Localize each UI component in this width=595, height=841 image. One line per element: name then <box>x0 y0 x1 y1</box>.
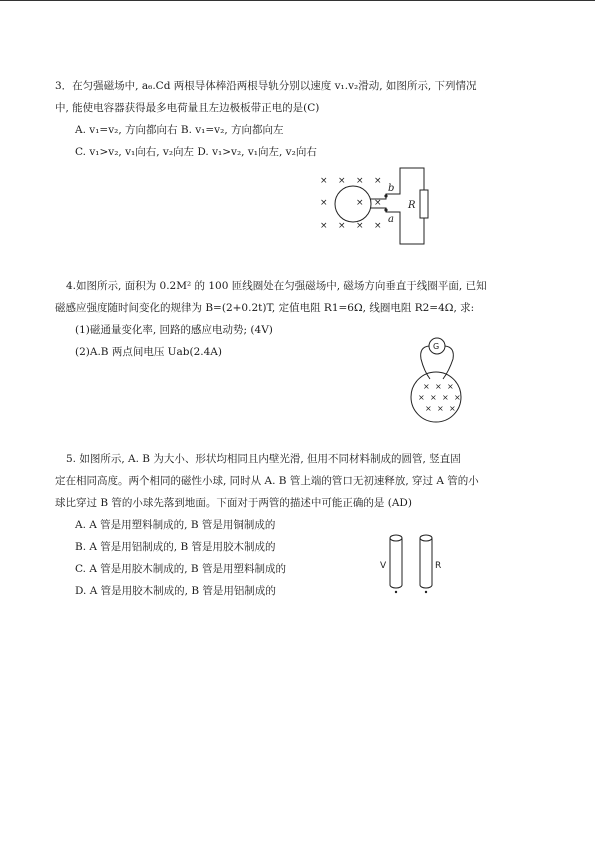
field-mark: × <box>320 176 328 186</box>
field-mark: × <box>374 198 382 208</box>
field-mark: × <box>454 393 461 402</box>
tube-left <box>390 538 402 588</box>
q5-option-c: C. A 管是用胶木制成的, B 管是用塑料制成的 <box>75 563 286 575</box>
field-mark: × <box>418 393 425 402</box>
q4-sub-question-1: (1)磁通量变化率, 回路的感应电动势; (4V) <box>75 324 273 336</box>
field-mark: × <box>356 198 364 208</box>
ball-left <box>395 591 397 593</box>
q3-stem-line1: 3．在匀强磁场中, a₆.Cd 两根导体棒沿两根导轨分别以速度 v₁.v₂滑动, 如图所示, 下列情况 <box>55 80 477 92</box>
top-rule <box>0 0 595 1</box>
q5-option-a: A. A 管是用塑料制成的, B 管是用铜制成的 <box>75 519 276 531</box>
q3-stem-line2: 中, 能使电容器获得最多电荷量且左边极板带正电的是(C) <box>55 102 320 114</box>
field-mark: × <box>338 176 346 186</box>
field-mark: × <box>320 221 328 231</box>
tube-right-rim <box>420 535 432 541</box>
q5-option-b: B. A 管是用铝制成的, B 管是用胶木制成的 <box>75 541 276 553</box>
field-mark: × <box>435 382 442 391</box>
label-r: R <box>408 200 416 211</box>
field-mark: × <box>442 393 449 402</box>
q4-stem-line1: 4.如图所示, 面积为 0.2M² 的 100 匝线圈处在匀强磁场中, 磁场方向垂直于线圈平面, 已知 <box>66 280 487 292</box>
q5-stem-line1: 5. 如图所示, A. B 为大小、形状均相同且内壁光滑, 但用不同材料制成的圆管, 竖直固 <box>66 453 461 465</box>
ball-right <box>425 591 427 593</box>
field-mark: × <box>356 176 364 186</box>
label-b: b <box>388 183 395 194</box>
q3-circuit-figure <box>318 164 438 248</box>
field-mark: × <box>425 404 432 413</box>
q4-stem-line2: 磁感应强度随时间变化的规律为 B=(2+0.2t)T, 定值电阻 R1=6Ω, 线圈电阻 R2=4Ω, 求: <box>55 302 475 314</box>
galvanometer-label: G <box>433 342 440 351</box>
label-a: a <box>388 214 394 225</box>
field-mark: × <box>356 221 364 231</box>
field-mark: × <box>423 382 430 391</box>
field-mark: × <box>320 198 328 208</box>
tube-left-rim <box>390 535 402 541</box>
field-mark: × <box>430 393 437 402</box>
q3-options-cd: C. v₁>v₂, v₁向右, v₂向左 D. v₁>v₂, v₁向左, v₂向右 <box>75 146 317 158</box>
q4-coil-figure <box>405 335 465 425</box>
field-mark: × <box>374 176 382 186</box>
field-mark: × <box>437 404 444 413</box>
tube-label-left: V <box>380 561 387 571</box>
q5-option-d: D. A 管是用胶木制成的, B 管是用铝制成的 <box>75 585 276 597</box>
field-mark: × <box>447 382 454 391</box>
field-mark: × <box>374 221 382 231</box>
field-mark: × <box>338 221 346 231</box>
coil-loop <box>335 186 371 222</box>
q4-sub-question-2: (2)A.B 两点间电压 Uab(2.4A) <box>75 346 222 358</box>
q5-stem-line2: 定在相同高度。两个相同的磁性小球, 同时从 A. B 管上端的管口无初速释放, 穿过 A 管的小 <box>55 475 479 487</box>
terminal-a <box>384 208 387 211</box>
q5-tubes-figure <box>380 530 445 596</box>
tube-right <box>420 538 432 588</box>
q5-stem-line3: 球比穿过 B 管的小球先落到地面。下面对于两管的描述中可能正确的是 (AD) <box>55 497 412 509</box>
tube-label-right: R <box>435 561 442 571</box>
q3-options-ab: A. v₁=v₂, 方向都向右 B. v₁=v₂, 方向都向左 <box>75 124 284 136</box>
field-mark: × <box>449 404 456 413</box>
terminal-b <box>384 194 387 197</box>
resistor-r <box>420 190 428 218</box>
